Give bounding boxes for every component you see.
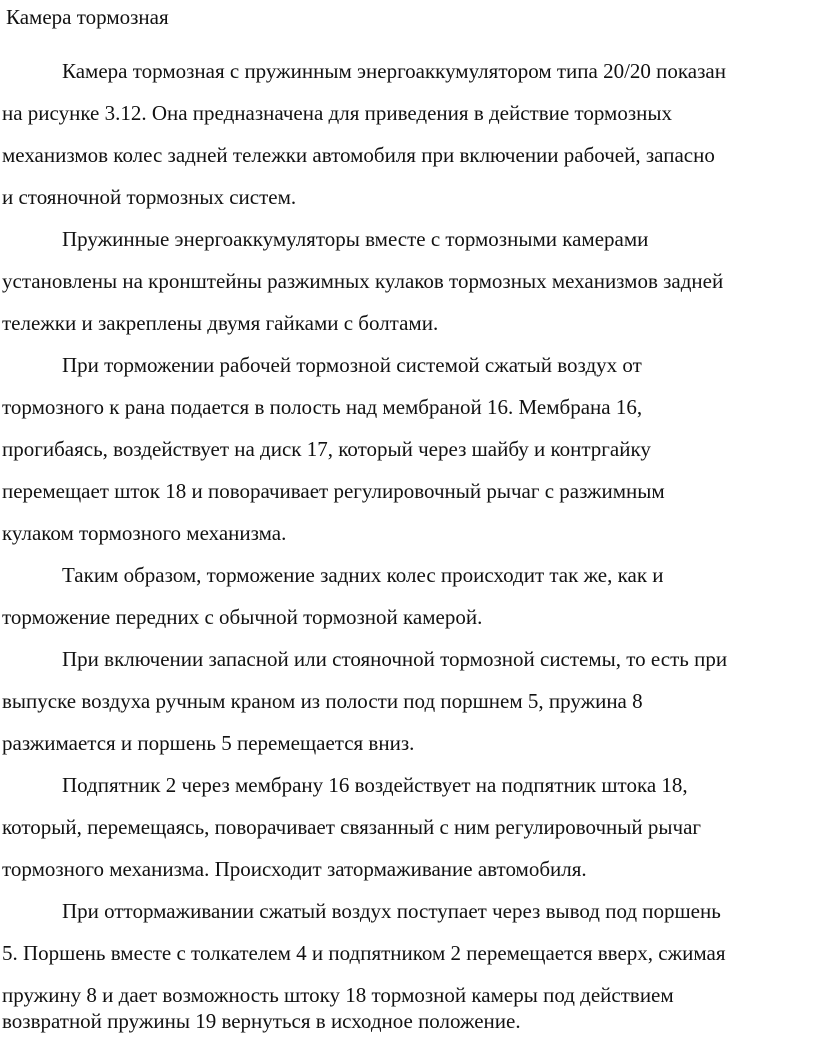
text-line: который, перемещаясь, поворачивает связанный с ним регулировочный рычаг [2, 815, 701, 839]
text-line: выпуске воздуха ручным краном из полости под поршнем 5, пружина 8 [2, 689, 643, 713]
text-line: тормозного к рана подается в полость над мембраной 16. Мембрана 16, [2, 395, 643, 419]
text-line: Камера тормозная с пружинным энергоаккумулятором типа 20/20 показан [62, 59, 726, 83]
text-line: При включении запасной или стояночной тормозной системы, то есть при [62, 647, 728, 671]
text-line: механизмов колес задней тележки автомобиля при включении рабочей, запасно [2, 143, 715, 167]
text-line: установлены на кронштейны разжимных кулаков тормозных механизмов задней [2, 269, 724, 293]
text-line: на рисунке 3.12. Она предназначена для приведения в действие тормозных [2, 101, 672, 125]
text-line: возвратной пружины 19 вернуться в исходное положение. [2, 1009, 521, 1033]
text-line: пружину 8 и дает возможность штоку 18 тормозной камеры под действием [2, 983, 674, 1007]
text-line: и стояночной тормозных систем. [2, 185, 297, 209]
text-line: перемещает шток 18 и поворачивает регулировочный рычаг с разжимным [2, 479, 665, 503]
text-line: Пружинные энергоаккумуляторы вместе с тормозными камерами [62, 227, 649, 251]
text-line: торможение передних с обычной тормозной камерой. [2, 605, 483, 629]
text-line: кулаком тормозного механизма. [2, 521, 287, 545]
text-line: 5. Поршень вместе с толкателем 4 и подпятником 2 перемещается вверх, сжимая [2, 941, 726, 965]
text-line: прогибаясь, воздействует на диск 17, который через шайбу и контргайку [2, 437, 651, 461]
document-title: Камера тормозная [6, 5, 169, 29]
text-line: тележки и закреплены двумя гайками с болтами. [2, 311, 439, 335]
text-line: тормозного механизма. Происходит затормаживание автомобиля. [2, 857, 587, 881]
text-line: разжимается и поршень 5 перемещается вниз. [2, 731, 415, 755]
text-line: При оттормаживании сжатый воздух поступает через вывод под поршень [62, 899, 721, 923]
text-line: Подпятник 2 через мембрану 16 воздействует на подпятник штока 18, [62, 773, 688, 797]
text-line: При торможении рабочей тормозной системой сжатый воздух от [62, 353, 642, 377]
text-line: Таким образом, торможение задних колес происходит так же, как и [62, 563, 664, 587]
